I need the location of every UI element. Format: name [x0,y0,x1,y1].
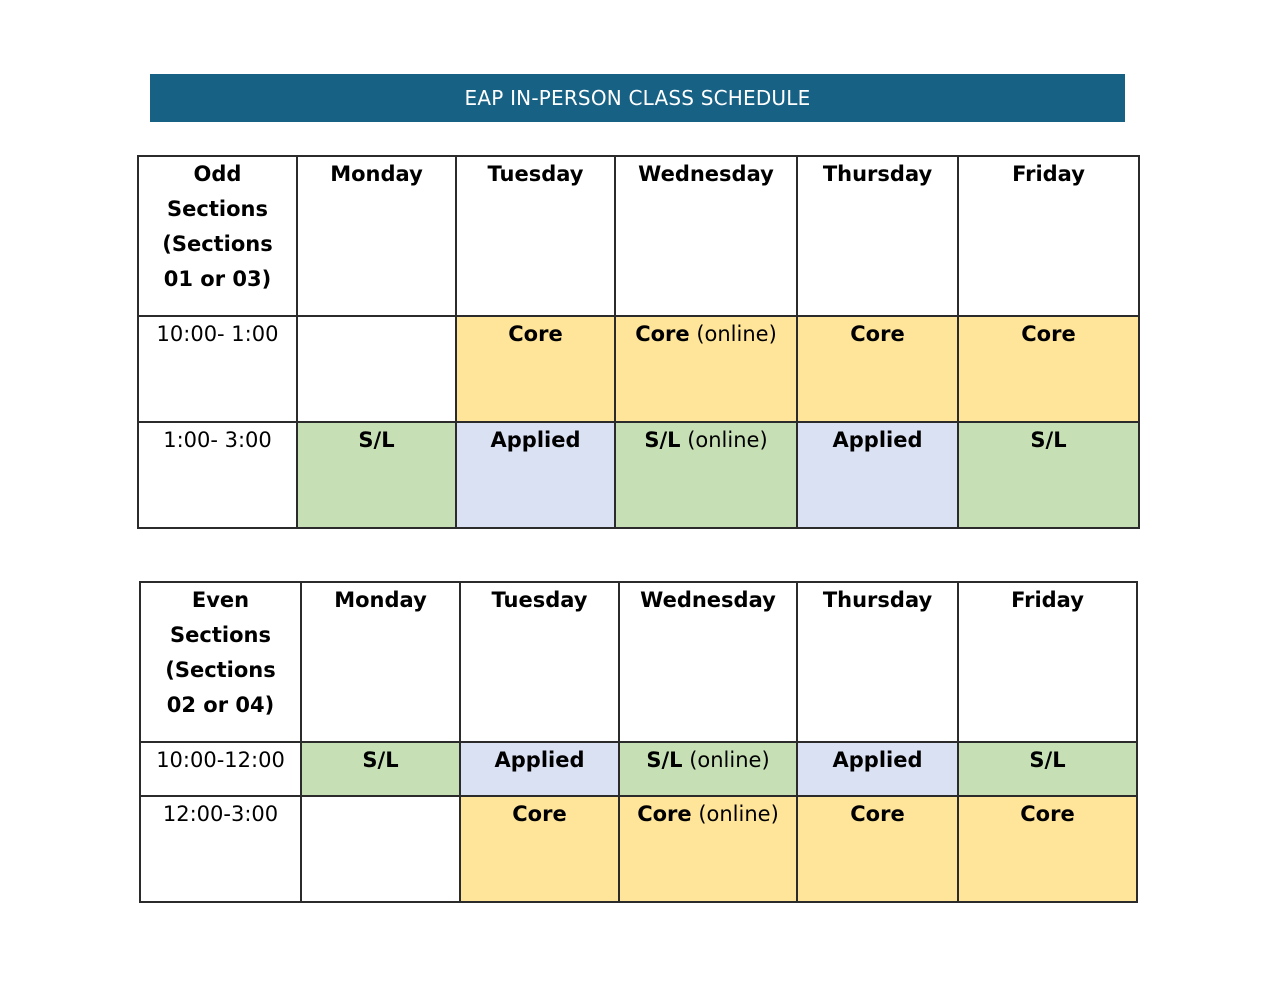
class-label: Applied [832,748,923,772]
time-slot-cell: 1:00- 3:00 [138,422,297,528]
class-cell [456,316,615,422]
class-label: S/L [358,428,395,452]
day-header-tuesday: Tuesday [456,156,615,316]
class-cell [615,316,797,422]
class-cell [958,422,1139,528]
schedule-title-banner [150,74,1125,122]
class-label: Applied [490,428,581,452]
class-label: Core [512,802,567,826]
class-cell [619,796,797,902]
group-label-line: Sections [170,623,271,647]
class-note: (online) [691,802,779,826]
group-label-line: 01 or 03) [163,267,272,291]
day-header-tuesday: Tuesday [460,582,619,742]
odd-group-label-cell [138,156,297,316]
group-label-line: Odd [193,162,242,186]
class-cell [297,316,456,422]
time-slot-cell: 10:00- 1:00 [138,316,297,422]
table-row [138,422,1139,528]
odd-sections-table [137,155,1140,529]
day-header-friday: Friday [958,156,1139,316]
day-header-thursday: Thursday [797,582,958,742]
even-sections-table [139,581,1138,903]
class-cell [619,742,797,796]
table-row [140,742,1137,796]
class-label: Applied [832,428,923,452]
class-label: S/L [1030,428,1067,452]
class-cell [958,796,1137,902]
day-header-monday: Monday [301,582,460,742]
class-label: S/L [362,748,399,772]
group-label-line: (Sections [165,658,276,682]
day-header-friday: Friday [958,582,1137,742]
class-cell [797,316,958,422]
class-cell [301,796,460,902]
class-cell [958,742,1137,796]
class-note: (online) [689,322,777,346]
class-cell [460,742,619,796]
table-row [138,316,1139,422]
class-cell [797,742,958,796]
class-label: Core [637,802,692,826]
class-label: Applied [494,748,585,772]
class-cell [301,742,460,796]
day-header-wednesday: Wednesday [615,156,797,316]
class-cell [297,422,456,528]
class-note: (online) [682,748,770,772]
class-cell [456,422,615,528]
group-label-line: Sections [167,197,268,221]
class-label: Core [1020,802,1075,826]
class-label: S/L [1029,748,1066,772]
table-row [140,796,1137,902]
group-label-line: Even [191,588,250,612]
class-label: S/L [646,748,683,772]
class-note: (online) [680,428,768,452]
time-slot-cell: 10:00-12:00 [140,742,301,796]
class-label: S/L [644,428,681,452]
time-slot-cell: 12:00-3:00 [140,796,301,902]
class-label: Core [850,802,905,826]
class-label: Core [635,322,690,346]
day-header-thursday: Thursday [797,156,958,316]
group-label-line: 02 or 04) [166,693,275,717]
class-cell [797,796,958,902]
schedule-title: EAP IN-PERSON CLASS SCHEDULE [464,86,811,110]
class-cell [615,422,797,528]
class-cell [797,422,958,528]
class-label: Core [1021,322,1076,346]
day-header-monday: Monday [297,156,456,316]
class-label: Core [850,322,905,346]
even-group-label-cell [140,582,301,742]
class-label: Core [508,322,563,346]
group-label-line: (Sections [162,232,273,256]
class-cell [460,796,619,902]
day-header-wednesday: Wednesday [619,582,797,742]
class-cell [958,316,1139,422]
